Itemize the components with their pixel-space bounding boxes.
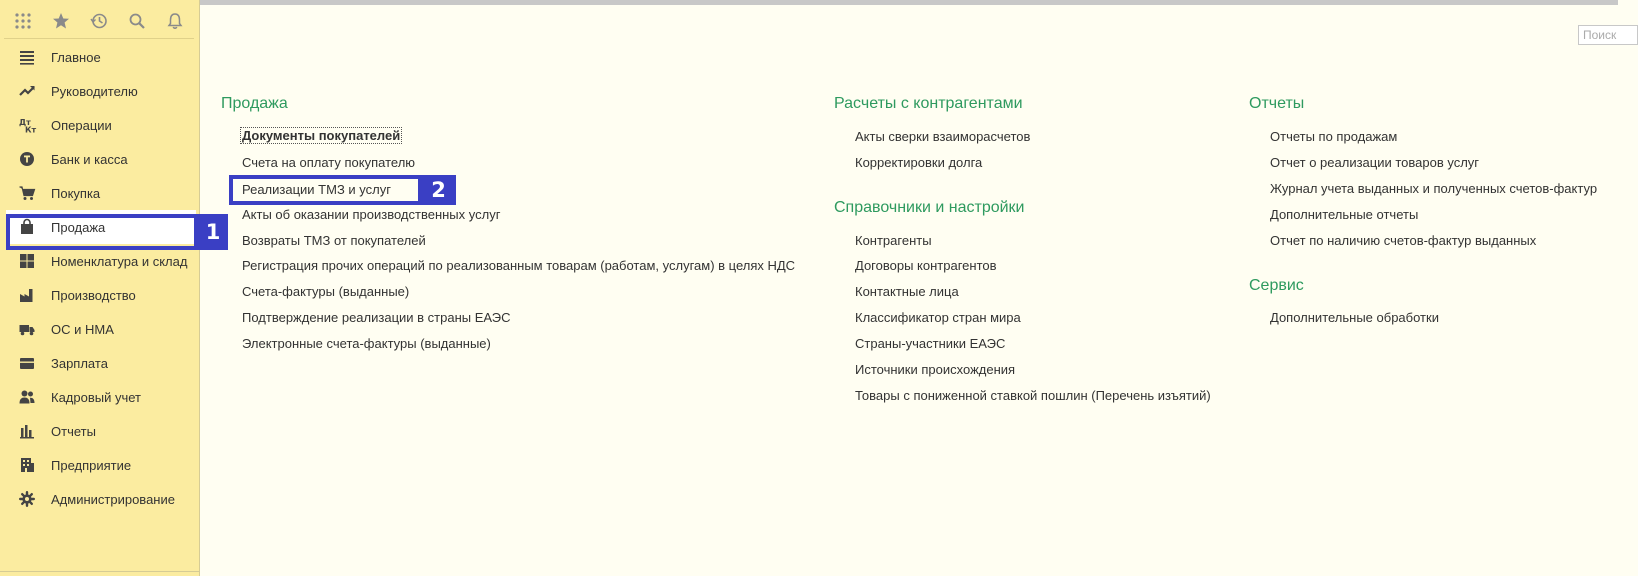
link-zhurnal-ucheta[interactable]: Журнал учета выданных и полученных счетов-фактур (1270, 181, 1598, 196)
sidebar-item-label: Покупка (51, 185, 101, 201)
truck-icon (19, 321, 35, 337)
sidebar-item-label: Банк и касса (51, 151, 128, 167)
sidebar-item-label: Главное (51, 49, 101, 65)
link-registratsiya-prochikh[interactable]: Регистрация прочих операций по реализованным товарам (работам, услугам) в целях НДС (242, 258, 796, 273)
section-title-raschety: Расчеты с контрагентами (834, 95, 1023, 112)
section-title-servis: Сервис (1249, 277, 1304, 294)
apps-grid-icon[interactable] (11, 9, 35, 33)
sidebar-divider (0, 571, 200, 572)
link-podtverzhdenie-eaes[interactable]: Подтверждение реализации в страны ЕАЭС (242, 310, 511, 325)
sidebar-item-prodazha[interactable] (6, 210, 196, 244)
sidebar-item-label: Зарплата (51, 355, 108, 371)
sidebar-item-operatsii[interactable] (6, 108, 196, 142)
history-icon[interactable] (87, 9, 111, 33)
sidebar-item-label: ОС и НМА (51, 321, 114, 337)
people-icon (19, 389, 35, 405)
search-icon[interactable] (125, 9, 149, 33)
link-realizatsii-tmz[interactable]: Реализации ТМЗ и услуг (242, 182, 391, 197)
star-icon[interactable] (49, 9, 73, 33)
sidebar-item-label: Продажа (51, 219, 106, 235)
sidebar-item-proizvodstvo[interactable] (6, 278, 196, 312)
link-otchet-o-realizatsii[interactable]: Отчет о реализации товаров услуг (1270, 155, 1480, 170)
sidebar-item-label: Кадровый учет (51, 389, 141, 405)
list-icon (19, 49, 35, 65)
link-vozvraty-tmz[interactable]: Возвраты ТМЗ от покупателей (242, 233, 426, 248)
sidebar-item-label: Руководителю (51, 83, 138, 99)
factory-icon (19, 287, 35, 303)
cart-icon (19, 185, 35, 201)
sidebar-item-pokupka[interactable] (6, 176, 196, 210)
sidebar-item-label: Номенклатура и склад (51, 253, 188, 269)
sidebar-item-label: Производство (51, 287, 136, 303)
gear-icon (19, 491, 35, 507)
link-akty-ob-okazanii[interactable]: Акты об оказании производственных услуг (242, 207, 501, 222)
sidebar-item-label: Отчеты (51, 423, 96, 439)
building-icon (19, 457, 35, 473)
link-dopolnitelnye-obrabotki[interactable]: Дополнительные обработки (1270, 310, 1439, 325)
link-scheta-na-oplatu[interactable]: Счета на оплату покупателю (242, 155, 416, 170)
sidebar-item-label: Администрирование (51, 491, 175, 507)
top-border (0, 0, 1618, 5)
section-title-prodazha: Продажа (221, 95, 288, 112)
wallet-icon (19, 355, 35, 371)
svg-text:Дт: Дт (19, 118, 31, 127)
bar-chart-icon (19, 423, 35, 439)
link-dokumenty-pokupateley[interactable]: Документы покупателей (242, 128, 401, 143)
bell-icon[interactable] (163, 9, 187, 33)
link-otchety-po-prodazham[interactable]: Отчеты по продажам (1270, 129, 1398, 144)
annotation-badge-1: 1 (198, 214, 228, 250)
link-kontaktnye-litsa[interactable]: Контактные лица (855, 284, 959, 299)
sidebar-item-otchety[interactable] (6, 414, 196, 448)
sidebar-item-rukovoditelyu[interactable] (6, 74, 196, 108)
sidebar-item-zarplata[interactable] (6, 346, 196, 380)
section-title-otchety: Отчеты (1249, 95, 1305, 112)
sidebar-item-kadrovyy-uchet[interactable] (6, 380, 196, 414)
dt-kt-icon (19, 117, 35, 133)
sidebar (0, 0, 200, 576)
search-input[interactable] (1578, 25, 1638, 45)
link-elektronnye-scheta-faktury[interactable]: Электронные счета-фактуры (выданные) (242, 336, 491, 351)
sidebar-item-nomenklatura[interactable] (6, 244, 196, 278)
link-akty-sverki[interactable]: Акты сверки взаиморасчетов (855, 129, 1031, 144)
sidebar-item-label: Операции (51, 117, 112, 133)
svg-text:Кт: Кт (25, 125, 37, 135)
link-tovary-ponizhennaya-stavka[interactable]: Товары с пониженной ставкой пошлин (Перечень изъятий) (855, 388, 1211, 403)
annotation-badge-2: 2 (421, 175, 456, 205)
link-korrektirovki-dolga[interactable]: Корректировки долга (855, 155, 983, 170)
link-otchet-po-nalichiyu[interactable]: Отчет по наличию счетов-фактур выданных (1270, 233, 1537, 248)
link-klassifikator-stran[interactable]: Классификатор стран мира (855, 310, 1021, 325)
sidebar-item-glavnoe[interactable] (6, 40, 196, 74)
link-strany-eaes[interactable]: Страны-участники ЕАЭС (855, 336, 1006, 351)
shopping-bag-icon (19, 219, 35, 235)
section-title-spravochniki: Справочники и настройки (834, 199, 1025, 216)
trend-up-icon (19, 83, 35, 99)
link-scheta-faktury[interactable]: Счета-фактуры (выданные) (242, 284, 410, 299)
grid-blocks-icon (19, 253, 35, 269)
link-istochniki-proiskhozhdeniya[interactable]: Источники происхождения (855, 362, 1016, 377)
sidebar-item-bank-i-kassa[interactable] (6, 142, 196, 176)
sidebar-toolbar (4, 4, 194, 39)
sidebar-item-administrirovanie[interactable] (6, 482, 196, 516)
sidebar-item-os-i-nma[interactable] (6, 312, 196, 346)
coin-icon (19, 151, 35, 167)
sidebar-item-label: Предприятие (51, 457, 132, 473)
link-kontragenty[interactable]: Контрагенты (855, 233, 932, 248)
link-dogovory-kontragentov[interactable]: Договоры контрагентов (855, 258, 997, 273)
sidebar-item-predpriyatie[interactable] (6, 448, 196, 482)
link-dopolnitelnye-otchety[interactable]: Дополнительные отчеты (1270, 207, 1419, 222)
